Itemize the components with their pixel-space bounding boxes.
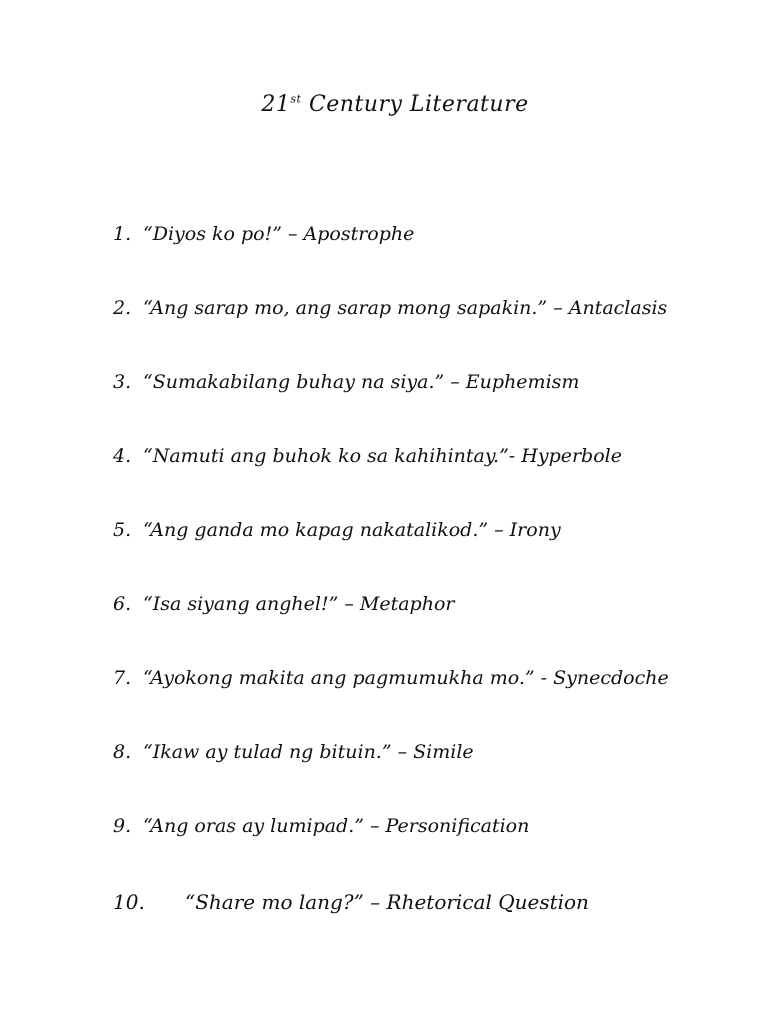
item-number: 10.: [113, 890, 145, 914]
list-item: [113, 740, 474, 764]
item-text: “Ang oras ay lumipad.” – Personification: [143, 815, 530, 837]
list-item: [113, 890, 589, 914]
list-item: [113, 592, 454, 616]
list-item: [113, 296, 667, 320]
item-number: 5.: [113, 519, 132, 541]
item-number: 6.: [113, 593, 132, 615]
item-text: “Ang sarap mo, ang sarap mong sapakin.” – Antaclasis: [143, 297, 668, 319]
list-item: [113, 814, 529, 838]
item-text: “Share mo lang?” – Rhetorical Question: [185, 890, 589, 914]
list-item: [113, 222, 414, 246]
list-item: [113, 444, 622, 468]
item-text: “Ang ganda mo kapag nakatalikod.” – Irony: [143, 519, 561, 541]
item-number: 8.: [113, 741, 132, 763]
item-text: “Ikaw ay tulad ng bituin.” – Simile: [143, 741, 474, 763]
item-number: 9.: [113, 815, 132, 837]
title-superscript: st: [290, 92, 302, 106]
item-number: 7.: [113, 667, 132, 689]
item-number: 2.: [113, 297, 132, 319]
list-item: [113, 518, 561, 542]
item-text: “Ayokong makita ang pagmumukha mo.” - Synecdoche: [143, 667, 669, 689]
item-text: “Diyos ko po!” – Apostrophe: [143, 223, 415, 245]
item-number: 1.: [113, 223, 132, 245]
item-text: “Isa siyang anghel!” – Metaphor: [143, 593, 455, 615]
item-number: 3.: [113, 371, 132, 393]
title-prefix: 21: [261, 92, 291, 117]
list-item: [113, 370, 579, 394]
item-text: “Namuti ang buhok ko sa kahihintay.”- Hyperbole: [143, 445, 622, 467]
item-number: 4.: [113, 445, 132, 467]
item-text: “Sumakabilang buhay na siya.” – Euphemism: [143, 371, 580, 393]
title-suffix: Century Literature: [301, 92, 529, 117]
list-item: [113, 666, 669, 690]
